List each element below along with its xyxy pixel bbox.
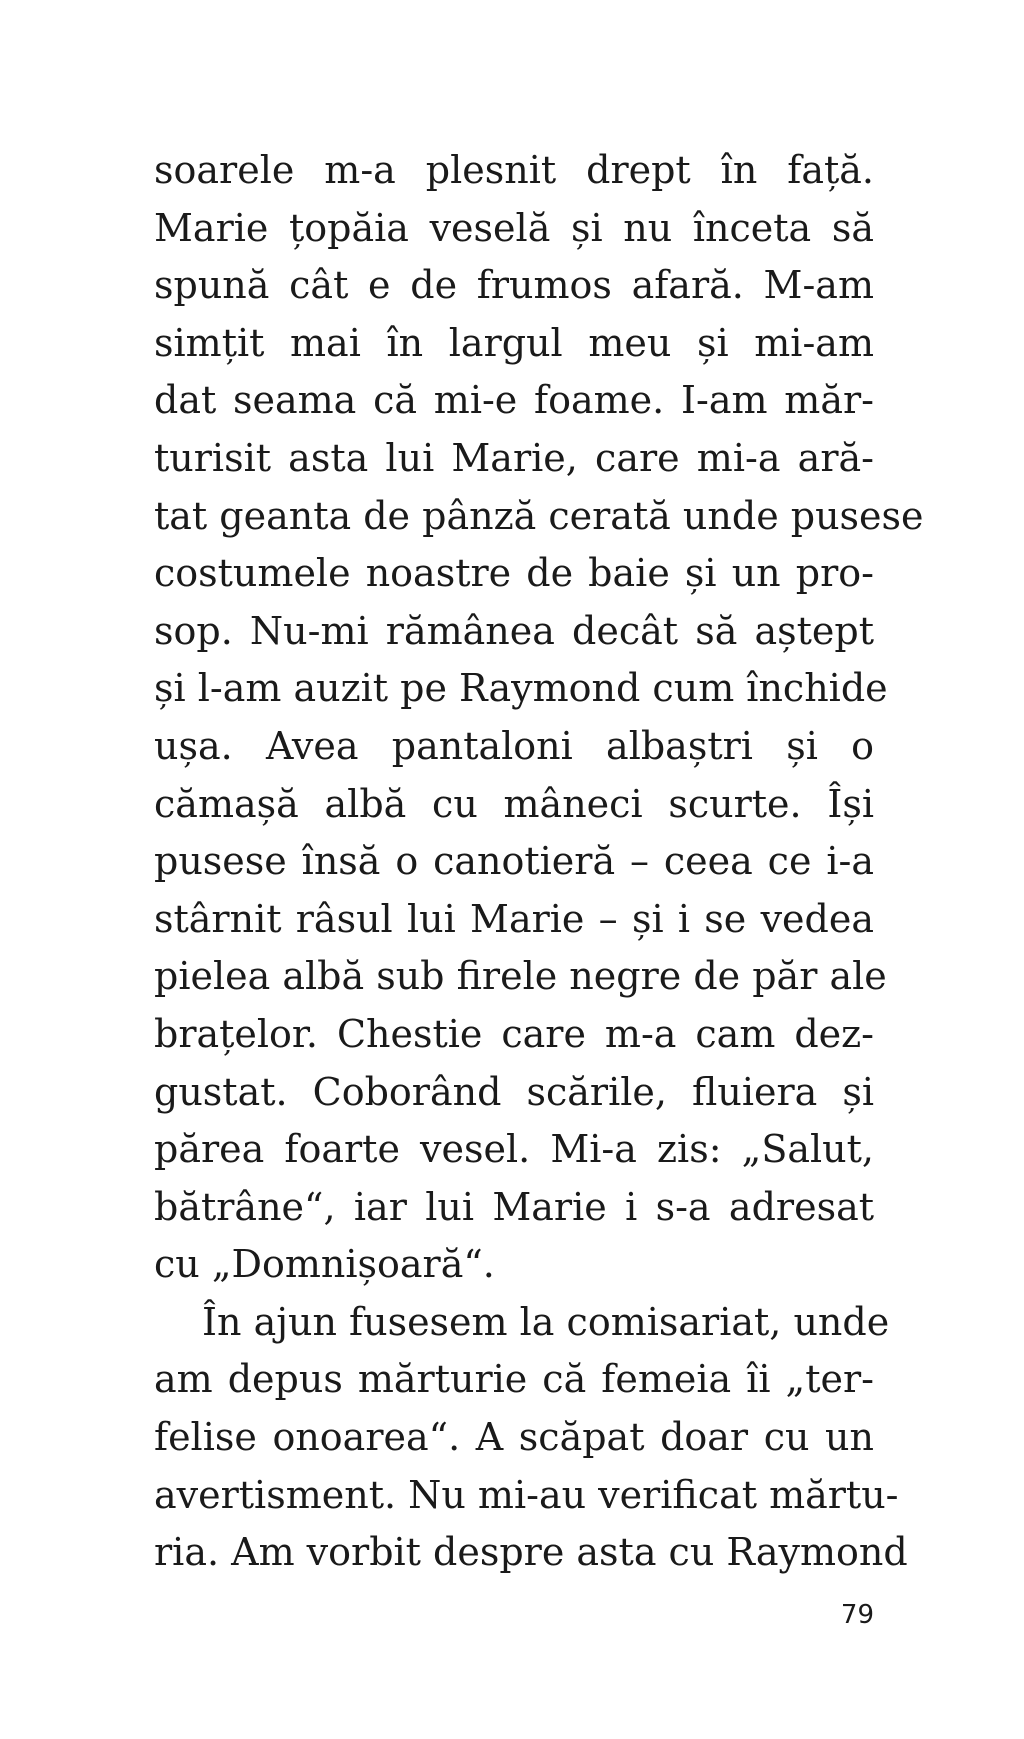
text-line: avertisment. Nu mi-au verificat mărtu- — [154, 1472, 899, 1517]
text-line: spună cât e de frumos afară. M-am — [154, 263, 874, 308]
paragraph-2 — [154, 1294, 908, 1582]
text-line: cămașă albă cu mâneci scurte. Își — [154, 781, 874, 826]
text-line: ușa. Avea pantaloni albaștri și o — [154, 723, 874, 768]
body-text — [154, 142, 924, 1582]
text-line: felise onoarea“. A scăpat doar cu un — [154, 1415, 874, 1460]
text-line: soarele m-a plesnit drept în față. — [154, 148, 874, 192]
text-line: și l-am auzit pe Raymond cum închide — [154, 666, 888, 711]
text-line: pusese însă o canotieră – ceea ce i-a — [154, 839, 874, 884]
text-line: dat seama că mi-e foame. I-am măr- — [154, 378, 874, 423]
text-line: stârnit râsul lui Marie – și i se vedea — [154, 896, 874, 941]
text-line: Marie țopăia veselă și nu înceta să — [154, 205, 874, 250]
text-line: brațelor. Chestie care m-a cam dez- — [154, 1011, 874, 1056]
text-line: tat geanta de pânză cerată unde pusese — [154, 493, 924, 538]
text-line: am depus mărturie că femeia îi „ter- — [154, 1357, 874, 1402]
paragraph-1 — [154, 142, 924, 1294]
text-line: bătrâne“, iar lui Marie i s-a adresat — [154, 1184, 874, 1229]
text-line: pielea albă sub firele negre de păr ale — [154, 954, 887, 999]
text-line: părea foarte vesel. Mi-a zis: „Salut, — [154, 1127, 874, 1172]
text-line: gustat. Coborând scările, fluiera și — [154, 1069, 874, 1114]
text-line: costumele noastre de baie și un pro- — [154, 551, 874, 596]
text-line: turisit asta lui Marie, care mi-a ară- — [154, 435, 874, 480]
text-line: În ajun fusesem la comisariat, unde — [202, 1299, 890, 1344]
text-line: ria. Am vorbit despre asta cu Raymond — [154, 1530, 908, 1575]
text-line: sop. Nu-mi rămânea decât să aștept — [154, 608, 874, 653]
page-number: 79 — [840, 1600, 874, 1630]
text-line: simțit mai în largul meu și mi-am — [154, 320, 874, 365]
text-line: cu „Domnișoară“. — [154, 1242, 495, 1287]
